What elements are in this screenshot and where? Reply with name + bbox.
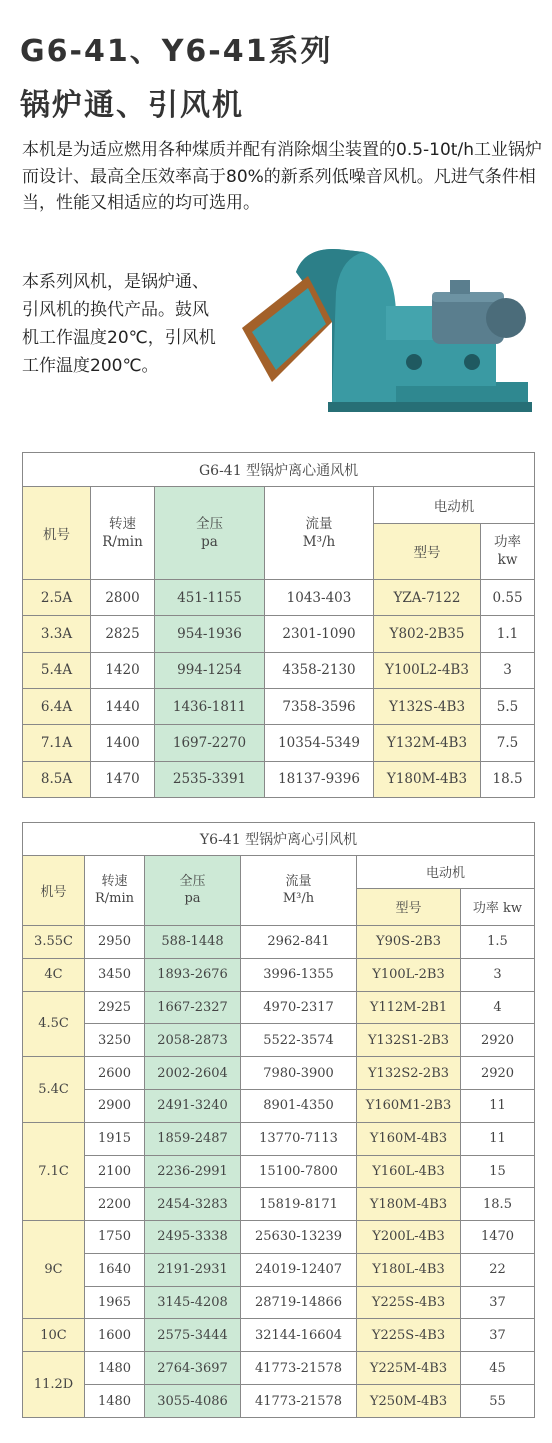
cell-speed: 1640 [85,1253,145,1286]
table-row [23,725,535,761]
header-model: 机号 [23,855,85,925]
cell-motor-type: Y225M-4B3 [357,1352,461,1385]
pedestal-hole [464,354,480,370]
cell-speed: 1915 [85,1122,145,1155]
cell-power: 0.55 [481,580,535,616]
cell-model: 11.2D [23,1352,85,1418]
table-row [23,958,535,991]
header-power: 功率 kw [461,888,535,926]
cell-power: 4 [461,991,535,1024]
cell-flow: 7358-3596 [265,689,374,725]
cell-pressure: 2002-2604 [145,1057,241,1090]
table-row [23,652,535,688]
cell-power: 37 [461,1286,535,1319]
table-row [23,1253,535,1286]
table-row [23,689,535,725]
cell-power: 15 [461,1155,535,1188]
cell-pressure: 2454-3283 [145,1188,241,1221]
table-row [23,1286,535,1319]
fan-product-image [236,232,536,442]
cell-flow: 41773-21578 [241,1352,357,1385]
cell-motor-type: Y132S1-2B3 [357,1024,461,1057]
g6-41-spec-table [22,452,535,798]
cell-speed: 3250 [85,1024,145,1057]
cell-speed: 1600 [85,1319,145,1352]
cell-flow: 4358-2130 [265,652,374,688]
table-row [23,1188,535,1221]
table-row [23,580,535,616]
cell-power: 3 [481,652,535,688]
header-pressure: 全压 pa [155,487,265,580]
cell-motor-type: Y250M-4B3 [357,1385,461,1418]
cell-speed: 2100 [85,1155,145,1188]
cell-flow: 32144-16604 [241,1319,357,1352]
table-caption: G6-41 型锅炉离心通风机 [23,453,535,487]
cell-speed: 1750 [85,1221,145,1254]
table-row [23,1385,535,1418]
cell-pressure: 2236-2991 [145,1155,241,1188]
cell-model: 7.1A [23,725,91,761]
cell-motor-type: Y132M-4B3 [374,725,481,761]
cell-pressure: 1697-2270 [155,725,265,761]
cell-flow: 15819-8171 [241,1188,357,1221]
table-row [23,926,535,959]
cell-pressure: 3145-4208 [145,1286,241,1319]
cell-motor-type: Y160M1-2B3 [357,1089,461,1122]
cell-flow: 18137-9396 [265,761,374,797]
table-row [23,1221,535,1254]
y6-41-spec-table [22,822,535,1418]
cell-pressure: 3055-4086 [145,1385,241,1418]
cell-motor-type: Y180M-4B3 [374,761,481,797]
cell-motor-type: Y200L-4B3 [357,1221,461,1254]
cell-flow: 41773-21578 [241,1385,357,1418]
table-row [23,1057,535,1090]
header-motor: 电动机 [357,855,535,888]
cell-model: 9C [23,1221,85,1319]
cell-model: 10C [23,1319,85,1352]
pedestal-hole [406,354,422,370]
cell-pressure: 451-1155 [155,580,265,616]
cell-model: 2.5A [23,580,91,616]
cell-flow: 2962-841 [241,926,357,959]
table-row [23,761,535,797]
table-row [23,1155,535,1188]
cell-pressure: 1436-1811 [155,689,265,725]
cell-power: 5.5 [481,689,535,725]
header-motor-type: 型号 [357,888,461,926]
cell-motor-type: Y160M-4B3 [357,1122,461,1155]
cell-motor-type: Y225S-4B3 [357,1286,461,1319]
cell-model: 7.1C [23,1122,85,1220]
cell-flow: 25630-13239 [241,1221,357,1254]
cell-speed: 1480 [85,1385,145,1418]
table-row [23,1319,535,1352]
cell-flow: 24019-12407 [241,1253,357,1286]
cell-flow: 4970-2317 [241,991,357,1024]
cell-speed: 2950 [85,926,145,959]
cell-model: 3.3A [23,616,91,652]
cell-power: 3 [461,958,535,991]
cell-pressure: 2058-2873 [145,1024,241,1057]
cell-motor-type: Y132S2-2B3 [357,1057,461,1090]
cell-flow: 8901-4350 [241,1089,357,1122]
cell-power: 22 [461,1253,535,1286]
intro-paragraph: 本机是为适应燃用各种煤质并配有消除烟尘装置的0.5-10t/h工业锅炉而设计、最高全压效率高于80%的新系列低噪音风机。凡进气条件相当，性能又相适应的均可选用。 [22,140,542,213]
cell-power: 1470 [461,1221,535,1254]
cell-power: 18.5 [461,1188,535,1221]
cell-model: 5.4C [23,1057,85,1123]
table-caption: Y6-41 型锅炉离心引风机 [23,823,535,856]
cell-flow: 13770-7113 [241,1122,357,1155]
cell-speed: 2900 [85,1089,145,1122]
header-flow: 流量 M³/h [241,855,357,925]
cell-motor-type: Y160L-4B3 [357,1155,461,1188]
cell-speed: 1420 [91,652,155,688]
cell-motor-type: Y180L-4B3 [357,1253,461,1286]
cell-power: 11 [461,1122,535,1155]
header-pressure: 全压 pa [145,855,241,925]
cell-motor-type: YZA-7122 [374,580,481,616]
cell-speed: 3450 [85,958,145,991]
cell-pressure: 1667-2327 [145,991,241,1024]
page-title-line1: G6-41、Y6-41系列 [20,34,333,69]
cell-motor-type: Y90S-2B3 [357,926,461,959]
cell-pressure: 1893-2676 [145,958,241,991]
cell-motor-type: Y100L-2B3 [357,958,461,991]
header-flow: 流量 M³/h [265,487,374,580]
cell-power: 55 [461,1385,535,1418]
cell-power: 37 [461,1319,535,1352]
cell-power: 18.5 [481,761,535,797]
cell-flow: 10354-5349 [265,725,374,761]
table-row [23,1089,535,1122]
cell-speed: 2825 [91,616,155,652]
cell-pressure: 2764-3697 [145,1352,241,1385]
cell-speed: 1480 [85,1352,145,1385]
cell-flow: 5522-3574 [241,1024,357,1057]
cell-speed: 1400 [91,725,155,761]
cell-power: 2920 [461,1024,535,1057]
header-power: 功率 kw [481,523,535,580]
cell-motor-type: Y180M-4B3 [357,1188,461,1221]
header-model: 机号 [23,487,91,580]
cell-flow: 15100-7800 [241,1155,357,1188]
cell-power: 11 [461,1089,535,1122]
cell-pressure: 954-1936 [155,616,265,652]
cell-pressure: 588-1448 [145,926,241,959]
cell-speed: 2925 [85,991,145,1024]
cell-power: 45 [461,1352,535,1385]
cell-model: 3.55C [23,926,85,959]
cell-flow: 7980-3900 [241,1057,357,1090]
table-row [23,1024,535,1057]
cell-motor-type: Y225S-4B3 [357,1319,461,1352]
bearing-block [386,306,434,340]
cell-pressure: 994-1254 [155,652,265,688]
cell-motor-type: Y802-2B35 [374,616,481,652]
cell-motor-type: Y100L2-4B3 [374,652,481,688]
cell-motor-type: Y132S-4B3 [374,689,481,725]
motor-end-cap [486,298,526,338]
cell-speed: 2800 [91,580,155,616]
cell-flow: 3996-1355 [241,958,357,991]
header-motor: 电动机 [374,487,535,523]
cell-model: 4.5C [23,991,85,1057]
cell-power: 1.1 [481,616,535,652]
table-row [23,616,535,652]
table-row [23,1122,535,1155]
cell-power: 2920 [461,1057,535,1090]
cell-speed: 1965 [85,1286,145,1319]
header-motor-type: 型号 [374,523,481,580]
cell-speed: 2600 [85,1057,145,1090]
cell-model: 5.4A [23,652,91,688]
cell-model: 8.5A [23,761,91,797]
header-speed: 转速 R/min [85,855,145,925]
cell-flow: 1043-403 [265,580,374,616]
cell-pressure: 2191-2931 [145,1253,241,1286]
cell-pressure: 2575-3444 [145,1319,241,1352]
cell-pressure: 2491-3240 [145,1089,241,1122]
cell-power: 1.5 [461,926,535,959]
cell-model: 4C [23,958,85,991]
cell-pressure: 2495-3338 [145,1221,241,1254]
table-row [23,991,535,1024]
table-row [23,1352,535,1385]
cell-pressure: 1859-2487 [145,1122,241,1155]
cell-speed: 1440 [91,689,155,725]
cell-flow: 2301-1090 [265,616,374,652]
intro-side-text: 本系列风机，是锅炉通、引风机的换代产品。鼓风机工作温度20℃，引风机工作温度200℃。 [22,272,216,376]
cell-flow: 28719-14866 [241,1286,357,1319]
cell-model: 6.4A [23,689,91,725]
cell-speed: 2200 [85,1188,145,1221]
cell-motor-type: Y112M-2B1 [357,991,461,1024]
cell-speed: 1470 [91,761,155,797]
page-title-line2: 锅炉通、引风机 [20,88,244,123]
cell-power: 7.5 [481,725,535,761]
cell-pressure: 2535-3391 [155,761,265,797]
header-speed: 转速 R/min [91,487,155,580]
motor-junction-box [450,280,470,294]
fan-base-rail [328,402,532,412]
